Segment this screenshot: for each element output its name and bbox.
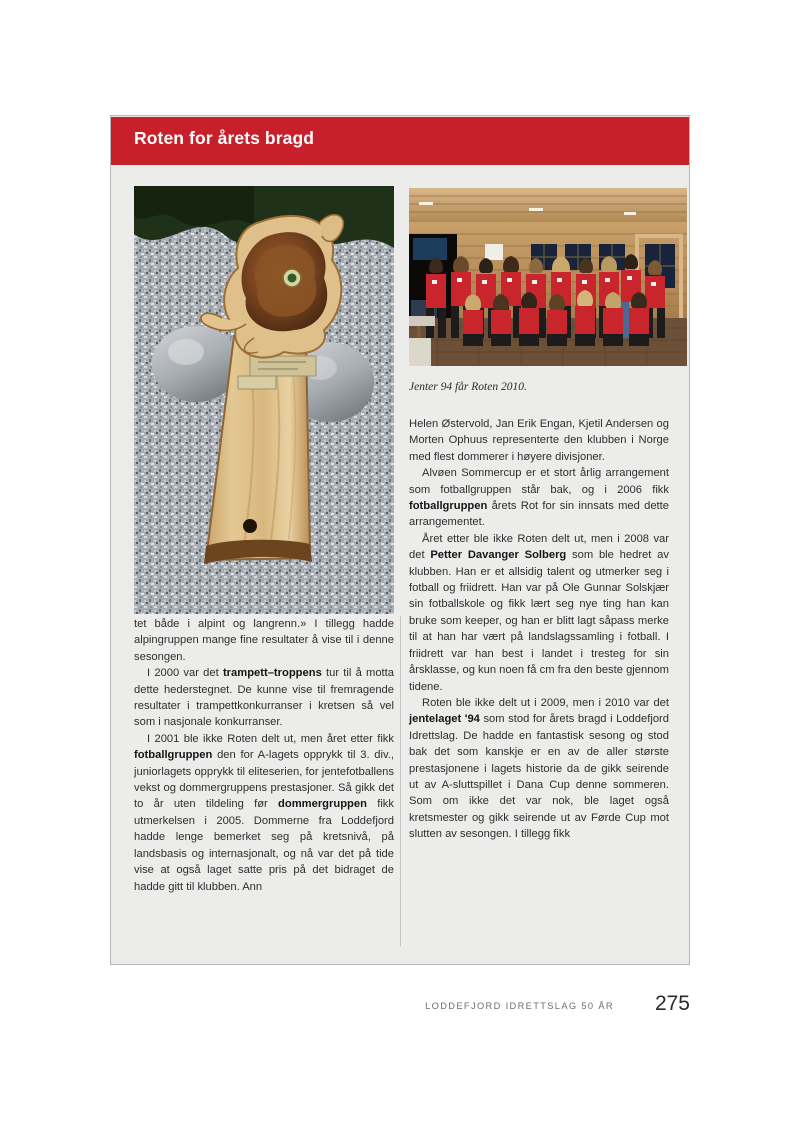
body-text: årets Rot for sin innsats med dette arrangementet. [409, 500, 669, 529]
caption-team-photo: Jenter 94 får Roten 2010. [409, 381, 527, 393]
paragraph [409, 531, 669, 695]
footer-book-title: LODDEFJORD IDRETTSLAG 50 ÅR [425, 1001, 614, 1011]
paragraph [409, 465, 669, 531]
emphasis-text: fotballgruppen [134, 749, 213, 762]
paragraph [134, 665, 394, 731]
body-text: den for A-lagets opprykk til 3. div., juniorlagets opprykk til eliteserien, for jentefotballens vekst og dommergruppens prestasjoner. Så gikk det to år uten tildeling før [134, 749, 394, 811]
emphasis-text: trampett–troppens [222, 667, 322, 680]
paragraph [134, 616, 394, 665]
section-banner [111, 117, 689, 165]
body-text: som ble hedret av klubben. Han er et allsidig talent og utmerker seg i fotball og friidrett. Han var på Ole Gunnar Solskjær sin fotballskole og fikk lært seg nye ting han kan bruke som keeper, og han er blitt lagt såpass merke til at han har vært på landslagssamling i fotball. I friidrett var han best i landet i tresteg for sin årsklasse, og kun noen få cm fra den beste gjennom tidene. [409, 549, 669, 693]
body-text: Helen Østervold, Jan Erik Engan, Kjetil Andersen og Morten Ophuus representerte den klubben i Norge med flest dommerer i høyere divisjoner. [409, 418, 669, 463]
body-text: I 2001 ble ikke Roten delt ut, men året etter fikk [147, 732, 394, 745]
emphasis-text: jentelaget '94 [409, 713, 480, 726]
body-text: Året etter ble ikke Roten delt ut, men i 2008 var det [409, 532, 669, 562]
body-text: tet både i alpint og langrenn.» I tillegg hadde alpingruppen mange fine resultater å vise til i denne sesongen. [134, 618, 394, 663]
photo-girls-team [409, 188, 687, 366]
emphasis-text: Petter Davanger Solberg [430, 549, 567, 562]
page-sheet [110, 115, 690, 965]
emphasis-text: fotballgruppen [409, 500, 488, 513]
body-column-left [134, 616, 394, 895]
page-footer [110, 992, 690, 1025]
body-column-right [409, 416, 669, 843]
body-text: Alvøen Sommercup er et stort årlig arrangement som fotballgruppen står bak, og i 2006 fikk [409, 467, 669, 496]
root-trophy-illustration [134, 186, 394, 614]
page-title: Roten for årets bragd [134, 128, 315, 148]
body-text: som stod for årets bragd i Loddefjord Idrettslag. De hadde en fantastisk sesong og stod bak det som kanskje er en av de aller største prestasjonene i lagets historie da de gikk seirende ut av A-sluttspillet i Dana Cup denne sommeren. Som om ikke det var nok, ble laget også kretsmester og gikk seirende ut av Førde Cup mot slutten av sesongen. I tillegg fikk [409, 713, 669, 841]
body-text: I 2000 var det [147, 667, 223, 680]
team-photo-illustration [409, 188, 687, 366]
paragraph [409, 416, 669, 465]
emphasis-text: dommergruppen [278, 798, 367, 811]
body-text: Roten ble ikke delt ut i 2009, men i 2010 var det [422, 696, 669, 709]
footer-page-number: 275 [654, 992, 690, 1015]
column-divider [400, 616, 401, 946]
body-text: fikk utmerkelsen i 2005. Dommerne fra Loddefjord hadde lenge bemerket seg på kretsnivå, på landsbasis og internasjonalt, og nå var det på tide vise at også laget satte pris på det bidraget de hadde gitt til klubben. Ann [134, 798, 394, 893]
paragraph [134, 731, 394, 895]
paragraph [409, 695, 669, 843]
body-text: tur til å motta dette hederstegnet. De kunne vise til fremragende resultater i trampettkonkurranser i kretsen så vel som i nasjonale konkurranser. [134, 667, 394, 729]
photo-root-trophy [134, 186, 394, 614]
